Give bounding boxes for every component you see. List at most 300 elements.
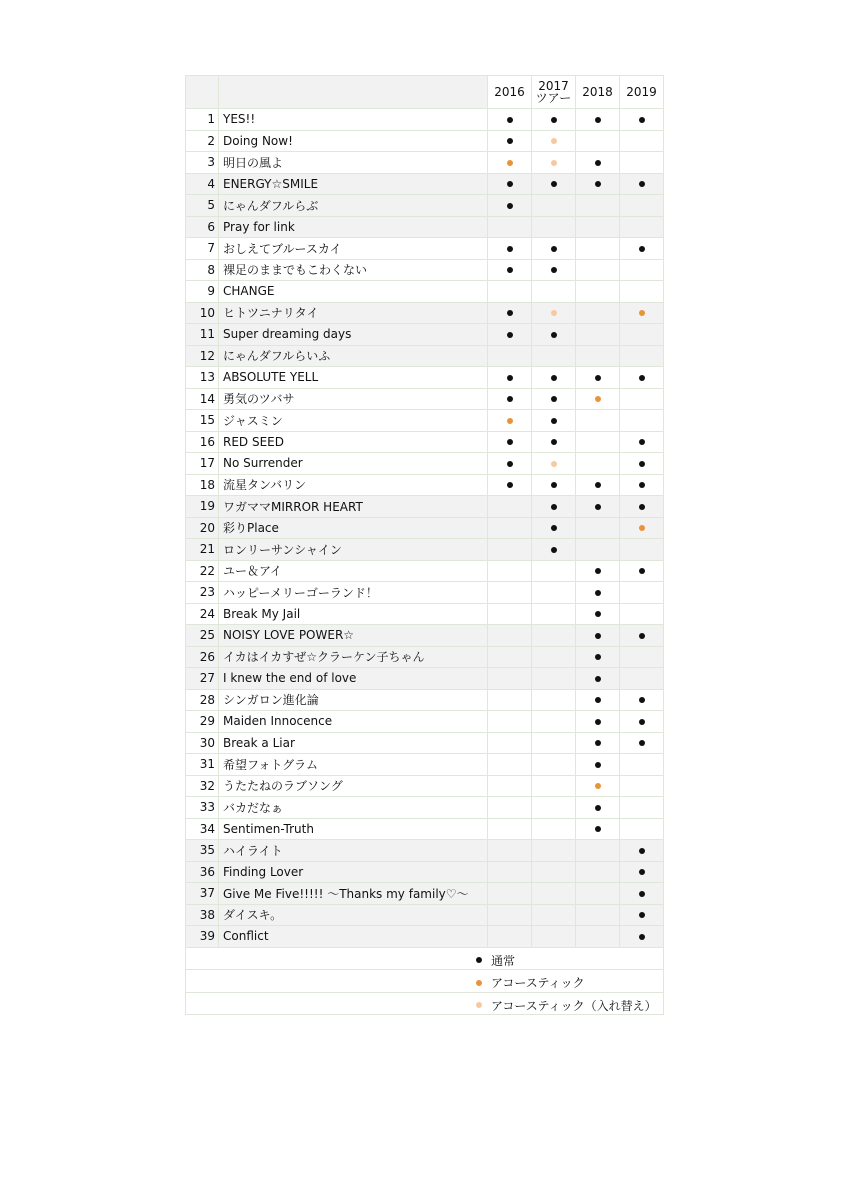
legend-row <box>186 947 664 970</box>
year-mark-cell <box>532 431 576 453</box>
light-orange-dot-icon <box>551 461 557 467</box>
table-row <box>186 539 664 561</box>
year-mark-cell <box>576 238 620 260</box>
black-dot-icon <box>507 396 513 402</box>
black-dot-icon <box>639 891 645 897</box>
table-row <box>186 130 664 152</box>
song-title: Break My Jail <box>219 603 488 625</box>
black-dot-icon <box>551 418 557 424</box>
year-mark-cell <box>576 496 620 518</box>
legend-item-acoustic <box>476 974 585 991</box>
year-mark-cell <box>576 775 620 797</box>
year-mark-cell <box>620 259 664 281</box>
black-dot-icon <box>507 310 513 316</box>
song-number: 35 <box>186 840 219 862</box>
song-title: にゃんダフルらぶ <box>219 195 488 217</box>
legend-cell <box>186 970 664 993</box>
year-mark-cell <box>488 259 532 281</box>
song-title: ハッピーメリーゴーランド！ <box>219 582 488 604</box>
table-row <box>186 732 664 754</box>
year-mark-cell <box>488 560 532 582</box>
header-year-label: 2018 <box>582 84 613 99</box>
black-dot-icon <box>639 740 645 746</box>
year-mark-cell <box>488 775 532 797</box>
year-mark-cell <box>532 517 576 539</box>
song-number: 36 <box>186 861 219 883</box>
black-dot-icon <box>595 633 601 639</box>
legend-label: アコースティック（入れ替え） <box>491 998 657 1013</box>
year-mark-cell <box>576 926 620 948</box>
table-row <box>186 904 664 926</box>
year-mark-cell <box>488 474 532 496</box>
song-title: YES!! <box>219 109 488 131</box>
black-dot-icon <box>639 246 645 252</box>
year-mark-cell <box>532 582 576 604</box>
black-dot-icon <box>551 482 557 488</box>
black-dot-icon <box>639 117 645 123</box>
song-number: 19 <box>186 496 219 518</box>
song-title: Give Me Five!!!!! 〜Thanks my family♡〜 <box>219 883 488 905</box>
header-number-cell <box>186 76 219 109</box>
table-row <box>186 775 664 797</box>
song-number: 39 <box>186 926 219 948</box>
year-mark-cell <box>532 453 576 475</box>
year-mark-cell <box>576 689 620 711</box>
year-mark-cell <box>532 173 576 195</box>
year-mark-cell <box>532 883 576 905</box>
year-mark-cell <box>488 646 532 668</box>
year-mark-cell <box>620 109 664 131</box>
black-dot-icon <box>507 375 513 381</box>
song-number: 9 <box>186 281 219 303</box>
song-title: 希望フォトグラム <box>219 754 488 776</box>
song-number: 12 <box>186 345 219 367</box>
black-dot-icon <box>507 181 513 187</box>
black-dot-icon <box>507 138 513 144</box>
black-dot-icon <box>595 160 601 166</box>
table-row <box>186 302 664 324</box>
year-mark-cell <box>620 754 664 776</box>
orange-dot-icon <box>639 525 645 531</box>
song-number: 10 <box>186 302 219 324</box>
year-mark-cell <box>488 668 532 690</box>
orange-dot-icon <box>639 310 645 316</box>
year-mark-cell <box>532 904 576 926</box>
song-number: 28 <box>186 689 219 711</box>
song-title: シンガロン進化論 <box>219 689 488 711</box>
song-title: 流星タンバリン <box>219 474 488 496</box>
year-mark-cell <box>620 689 664 711</box>
song-title: ヒトツニナリタイ <box>219 302 488 324</box>
black-dot-icon <box>639 719 645 725</box>
song-number: 24 <box>186 603 219 625</box>
song-number: 15 <box>186 410 219 432</box>
song-title: Maiden Innocence <box>219 711 488 733</box>
black-dot-icon <box>507 439 513 445</box>
year-mark-cell <box>532 238 576 260</box>
song-title: ENERGY☆SMILE <box>219 173 488 195</box>
year-mark-cell <box>488 926 532 948</box>
year-mark-cell <box>576 668 620 690</box>
year-mark-cell <box>576 453 620 475</box>
black-dot-icon <box>507 246 513 252</box>
song-title: うたたねのラブソング <box>219 775 488 797</box>
black-dot-icon <box>507 267 513 273</box>
song-number: 13 <box>186 367 219 389</box>
table-row <box>186 109 664 131</box>
year-mark-cell <box>532 732 576 754</box>
song-title: イカはイカすぜ☆クラーケン子ちゃん <box>219 646 488 668</box>
black-dot-icon <box>639 633 645 639</box>
black-dot-icon <box>551 375 557 381</box>
table-row <box>186 281 664 303</box>
black-dot-icon <box>595 181 601 187</box>
year-mark-cell <box>576 410 620 432</box>
year-mark-cell <box>488 216 532 238</box>
black-dot-icon <box>639 912 645 918</box>
song-number: 34 <box>186 818 219 840</box>
table-row <box>186 474 664 496</box>
table-row <box>186 259 664 281</box>
black-dot-icon <box>551 504 557 510</box>
table-row <box>186 668 664 690</box>
year-mark-cell <box>620 711 664 733</box>
year-mark-cell <box>532 216 576 238</box>
year-mark-cell <box>488 302 532 324</box>
year-mark-cell <box>620 388 664 410</box>
year-mark-cell <box>620 302 664 324</box>
year-mark-cell <box>532 646 576 668</box>
year-mark-cell <box>620 173 664 195</box>
table-row <box>186 689 664 711</box>
black-dot-icon <box>595 117 601 123</box>
table-row <box>186 410 664 432</box>
table-row <box>186 324 664 346</box>
table-row <box>186 173 664 195</box>
black-dot-icon <box>595 611 601 617</box>
song-title: Finding Lover <box>219 861 488 883</box>
song-number: 4 <box>186 173 219 195</box>
song-title: Super dreaming days <box>219 324 488 346</box>
light-orange-dot-icon <box>551 160 557 166</box>
year-mark-cell <box>532 603 576 625</box>
year-mark-cell <box>576 367 620 389</box>
year-mark-cell <box>576 582 620 604</box>
song-title: バカだなぁ <box>219 797 488 819</box>
black-dot-icon <box>476 957 482 963</box>
table-row <box>186 496 664 518</box>
song-title: NOISY LOVE POWER☆ <box>219 625 488 647</box>
song-number: 32 <box>186 775 219 797</box>
song-title: Conflict <box>219 926 488 948</box>
table-row <box>186 603 664 625</box>
year-mark-cell <box>532 195 576 217</box>
year-mark-cell <box>576 281 620 303</box>
year-mark-cell <box>488 388 532 410</box>
year-mark-cell <box>532 754 576 776</box>
black-dot-icon <box>639 482 645 488</box>
table-row <box>186 754 664 776</box>
setlist-sheet <box>185 75 663 1015</box>
year-mark-cell <box>532 130 576 152</box>
black-dot-icon <box>595 590 601 596</box>
light-orange-dot-icon <box>551 310 557 316</box>
year-mark-cell <box>620 904 664 926</box>
song-number: 25 <box>186 625 219 647</box>
year-mark-cell <box>488 152 532 174</box>
year-mark-cell <box>488 711 532 733</box>
table-row <box>186 861 664 883</box>
setlist-table <box>185 75 664 1015</box>
table-row <box>186 152 664 174</box>
year-mark-cell <box>620 818 664 840</box>
year-mark-cell <box>620 324 664 346</box>
song-title: Break a Liar <box>219 732 488 754</box>
black-dot-icon <box>551 439 557 445</box>
table-row <box>186 926 664 948</box>
year-mark-cell <box>620 603 664 625</box>
table-row <box>186 582 664 604</box>
year-mark-cell <box>576 904 620 926</box>
song-number: 16 <box>186 431 219 453</box>
year-mark-cell <box>620 345 664 367</box>
year-mark-cell <box>488 238 532 260</box>
year-mark-cell <box>488 496 532 518</box>
black-dot-icon <box>551 547 557 553</box>
black-dot-icon <box>595 719 601 725</box>
legend-label: 通常 <box>491 953 516 968</box>
black-dot-icon <box>595 740 601 746</box>
legend-row <box>186 992 664 1015</box>
year-mark-cell <box>620 797 664 819</box>
black-dot-icon <box>551 267 557 273</box>
year-mark-cell <box>532 324 576 346</box>
song-title: ABSOLUTE YELL <box>219 367 488 389</box>
year-mark-cell <box>488 410 532 432</box>
year-mark-cell <box>620 195 664 217</box>
year-mark-cell <box>620 926 664 948</box>
year-mark-cell <box>532 281 576 303</box>
year-mark-cell <box>620 496 664 518</box>
year-mark-cell <box>488 603 532 625</box>
table-row <box>186 195 664 217</box>
song-title: No Surrender <box>219 453 488 475</box>
song-number: 14 <box>186 388 219 410</box>
song-title: 裸足のままでもこわくない <box>219 259 488 281</box>
year-mark-cell <box>620 281 664 303</box>
light-orange-dot-icon <box>551 138 557 144</box>
song-number: 11 <box>186 324 219 346</box>
year-mark-cell <box>488 517 532 539</box>
year-mark-cell <box>488 453 532 475</box>
year-mark-cell <box>576 302 620 324</box>
year-mark-cell <box>576 560 620 582</box>
black-dot-icon <box>639 439 645 445</box>
table-row <box>186 216 664 238</box>
black-dot-icon <box>551 525 557 531</box>
song-title: ロンリーサンシャイン <box>219 539 488 561</box>
table-row <box>186 560 664 582</box>
song-number: 33 <box>186 797 219 819</box>
year-mark-cell <box>532 560 576 582</box>
header-year-2016 <box>488 76 532 109</box>
year-mark-cell <box>488 345 532 367</box>
year-mark-cell <box>532 474 576 496</box>
year-mark-cell <box>620 840 664 862</box>
header-year-label: 2016 <box>494 84 525 99</box>
song-title: Pray for link <box>219 216 488 238</box>
header-row <box>186 76 664 109</box>
header-year-2017-tour <box>532 76 576 109</box>
black-dot-icon <box>551 181 557 187</box>
year-mark-cell <box>576 754 620 776</box>
legend-row <box>186 970 664 993</box>
table-row <box>186 818 664 840</box>
year-mark-cell <box>532 668 576 690</box>
orange-dot-icon <box>507 418 513 424</box>
year-mark-cell <box>532 775 576 797</box>
header-year-sublabel: ツアー <box>535 91 572 105</box>
year-mark-cell <box>576 818 620 840</box>
table-row <box>186 646 664 668</box>
year-mark-cell <box>488 818 532 840</box>
table-row <box>186 453 664 475</box>
year-mark-cell <box>576 474 620 496</box>
song-title: CHANGE <box>219 281 488 303</box>
song-number: 1 <box>186 109 219 131</box>
black-dot-icon <box>551 332 557 338</box>
year-mark-cell <box>620 560 664 582</box>
year-mark-cell <box>532 797 576 819</box>
year-mark-cell <box>620 216 664 238</box>
year-mark-cell <box>488 754 532 776</box>
year-mark-cell <box>620 152 664 174</box>
legend-item-normal <box>476 952 515 969</box>
year-mark-cell <box>488 883 532 905</box>
year-mark-cell <box>620 582 664 604</box>
year-mark-cell <box>488 689 532 711</box>
orange-dot-icon <box>595 783 601 789</box>
black-dot-icon <box>639 697 645 703</box>
black-dot-icon <box>507 461 513 467</box>
year-mark-cell <box>576 324 620 346</box>
year-mark-cell <box>488 861 532 883</box>
song-number: 31 <box>186 754 219 776</box>
year-mark-cell <box>576 711 620 733</box>
black-dot-icon <box>639 504 645 510</box>
year-mark-cell <box>532 496 576 518</box>
year-mark-cell <box>532 302 576 324</box>
song-title: おしえてブルースカイ <box>219 238 488 260</box>
song-number: 21 <box>186 539 219 561</box>
header-year-2018 <box>576 76 620 109</box>
year-mark-cell <box>576 195 620 217</box>
song-number: 5 <box>186 195 219 217</box>
song-number: 30 <box>186 732 219 754</box>
year-mark-cell <box>620 646 664 668</box>
year-mark-cell <box>576 130 620 152</box>
year-mark-cell <box>532 367 576 389</box>
song-number: 8 <box>186 259 219 281</box>
year-mark-cell <box>620 130 664 152</box>
black-dot-icon <box>595 568 601 574</box>
orange-dot-icon <box>507 160 513 166</box>
year-mark-cell <box>576 539 620 561</box>
year-mark-cell <box>488 173 532 195</box>
year-mark-cell <box>576 840 620 862</box>
year-mark-cell <box>620 238 664 260</box>
song-number: 2 <box>186 130 219 152</box>
orange-dot-icon <box>476 980 482 986</box>
table-row <box>186 388 664 410</box>
year-mark-cell <box>620 861 664 883</box>
year-mark-cell <box>532 711 576 733</box>
black-dot-icon <box>595 697 601 703</box>
song-number: 26 <box>186 646 219 668</box>
year-mark-cell <box>488 109 532 131</box>
year-mark-cell <box>532 259 576 281</box>
year-mark-cell <box>620 453 664 475</box>
year-mark-cell <box>488 281 532 303</box>
song-title: I knew the end of love <box>219 668 488 690</box>
table-row <box>186 883 664 905</box>
year-mark-cell <box>620 539 664 561</box>
year-mark-cell <box>488 904 532 926</box>
year-mark-cell <box>532 840 576 862</box>
song-title: Doing Now! <box>219 130 488 152</box>
black-dot-icon <box>595 482 601 488</box>
song-number: 38 <box>186 904 219 926</box>
year-mark-cell <box>488 797 532 819</box>
black-dot-icon <box>639 848 645 854</box>
black-dot-icon <box>639 568 645 574</box>
year-mark-cell <box>576 388 620 410</box>
song-number: 22 <box>186 560 219 582</box>
year-mark-cell <box>576 517 620 539</box>
year-mark-cell <box>488 732 532 754</box>
black-dot-icon <box>595 654 601 660</box>
year-mark-cell <box>576 345 620 367</box>
year-mark-cell <box>488 582 532 604</box>
header-year-2019 <box>620 76 664 109</box>
song-title: ハイライト <box>219 840 488 862</box>
table-row <box>186 367 664 389</box>
year-mark-cell <box>488 431 532 453</box>
song-title: RED SEED <box>219 431 488 453</box>
song-title: Sentimen-Truth <box>219 818 488 840</box>
song-title: 明日の風よ <box>219 152 488 174</box>
year-mark-cell <box>488 367 532 389</box>
year-mark-cell <box>488 324 532 346</box>
header-title-cell <box>219 76 488 109</box>
legend-cell <box>186 947 664 970</box>
year-mark-cell <box>576 152 620 174</box>
song-number: 27 <box>186 668 219 690</box>
black-dot-icon <box>595 826 601 832</box>
song-number: 23 <box>186 582 219 604</box>
song-number: 6 <box>186 216 219 238</box>
table-row <box>186 840 664 862</box>
black-dot-icon <box>595 805 601 811</box>
table-row <box>186 517 664 539</box>
orange-dot-icon <box>595 396 601 402</box>
song-number: 17 <box>186 453 219 475</box>
black-dot-icon <box>551 117 557 123</box>
black-dot-icon <box>595 676 601 682</box>
year-mark-cell <box>576 109 620 131</box>
song-title: にゃんダフルらいふ <box>219 345 488 367</box>
year-mark-cell <box>532 152 576 174</box>
